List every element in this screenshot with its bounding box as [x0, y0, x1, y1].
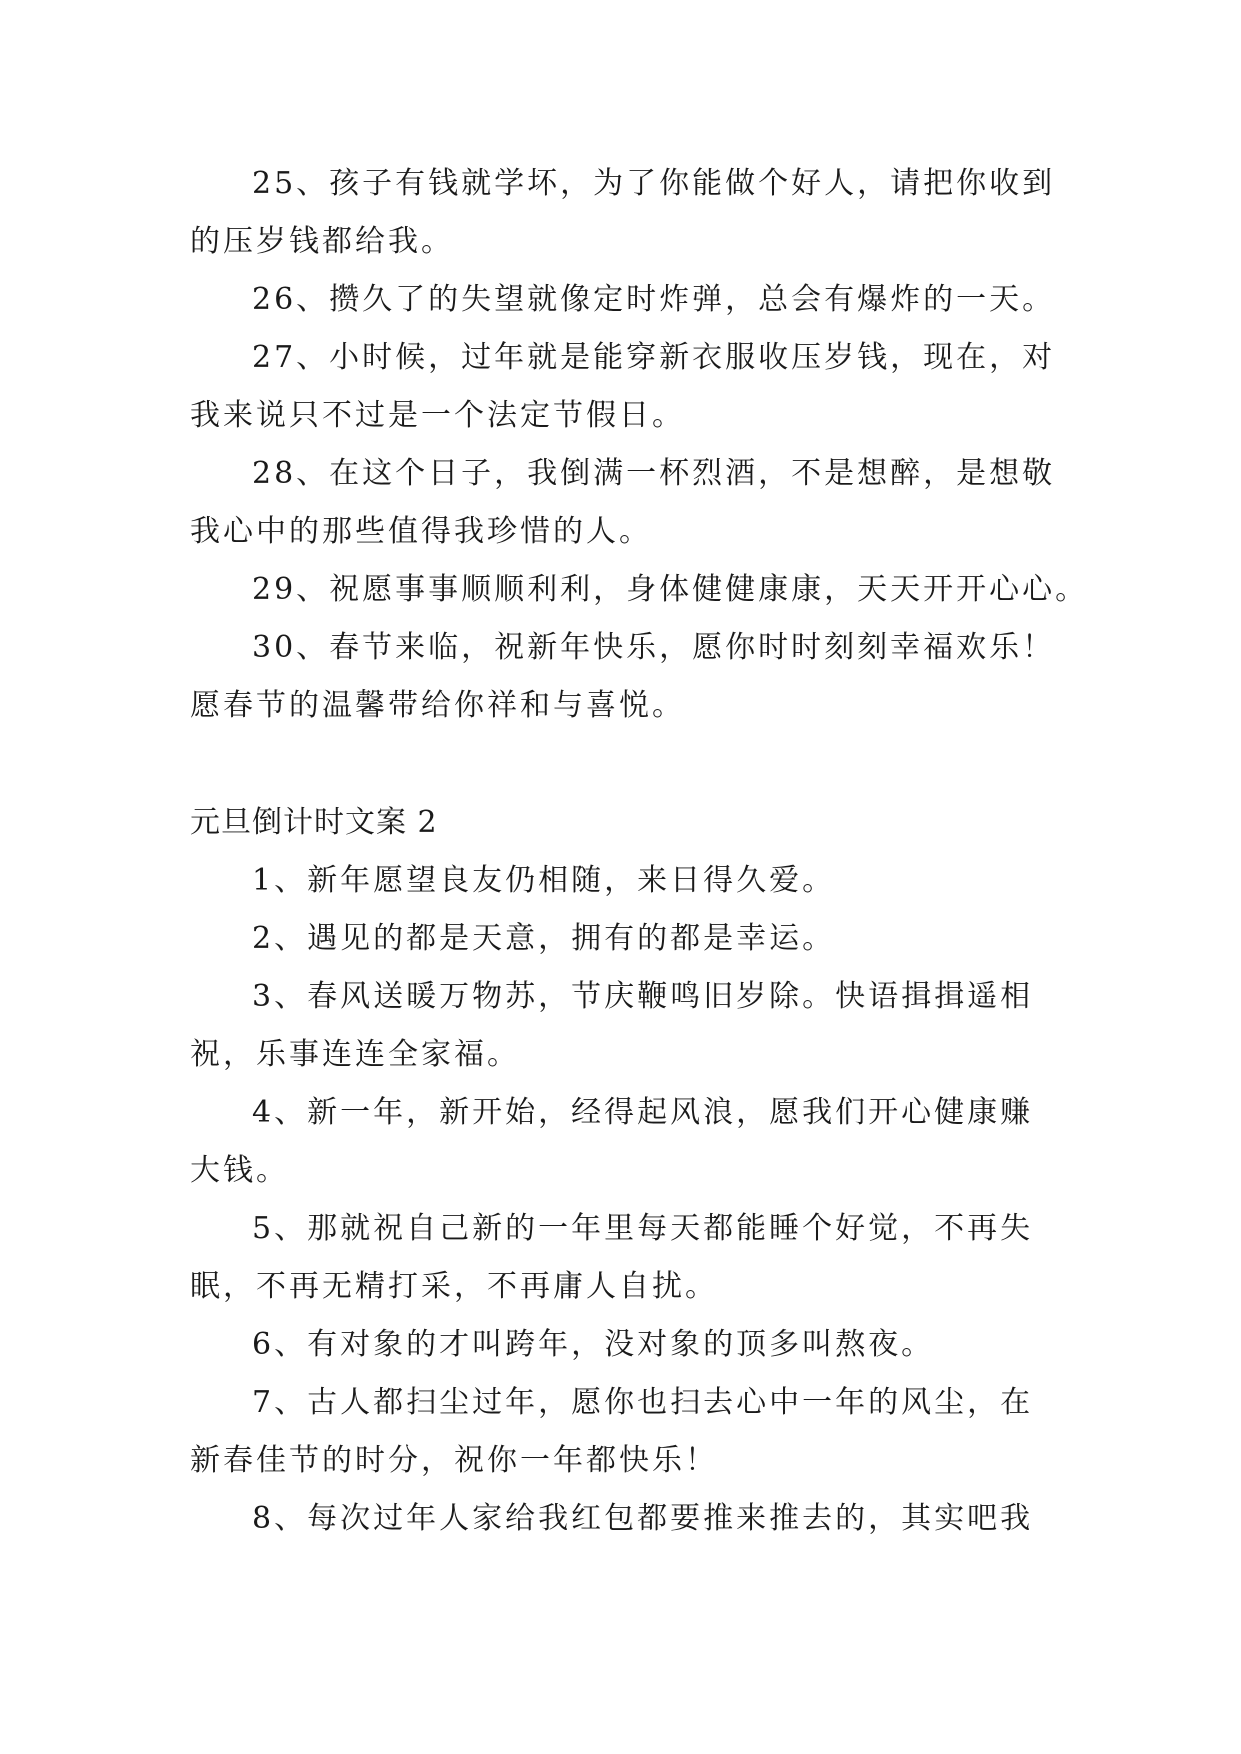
- list-item-26-line-1: 26、攒久了的失望就像定时炸弹，总会有爆炸的一天。: [252, 282, 1056, 317]
- list-item-30-line-2: 愿春节的温馨带给你祥和与喜悦。: [190, 688, 685, 723]
- list-item-8-line-1: 8、每次过年人家给我红包都要推来推去的，其实吧我: [252, 1501, 1034, 1536]
- list-item-5-line-1: 5、那就祝自己新的一年里每天都能睡个好觉，不再失: [252, 1211, 1034, 1246]
- list-item-6-line-1: 6、有对象的才叫跨年，没对象的顶多叫熬夜。: [252, 1327, 935, 1362]
- list-item-3-line-1: 3、春风送暖万物苏，节庆鞭鸣旧岁除。快语揖揖遥相: [252, 979, 1034, 1014]
- list-item-7-line-1: 7、古人都扫尘过年，愿你也扫去心中一年的风尘，在: [252, 1385, 1034, 1420]
- list-item-4-line-1: 4、新一年，新开始，经得起风浪，愿我们开心健康赚: [252, 1095, 1034, 1130]
- list-item-4-line-2: 大钱。: [190, 1153, 289, 1188]
- list-item-3-line-2: 祝，乐事连连全家福。: [190, 1037, 520, 1072]
- list-item-29-line-1: 29、祝愿事事顺顺利利，身体健健康康，天天开开心心。: [252, 572, 1089, 607]
- section-heading: 元旦倒计时文案 2: [190, 805, 438, 840]
- list-item-27-line-1: 27、小时候，过年就是能穿新衣服收压岁钱，现在，对: [252, 340, 1056, 375]
- list-item-25-line-2: 的压岁钱都给我。: [190, 224, 454, 259]
- list-item-25-line-1: 25、孩子有钱就学坏，为了你能做个好人，请把你收到: [252, 166, 1056, 201]
- list-item-27-line-2: 我来说只不过是一个法定节假日。: [190, 398, 685, 433]
- list-item-7-line-2: 新春佳节的时分，祝你一年都快乐！: [190, 1443, 718, 1478]
- list-item-5-line-2: 眠，不再无精打采，不再庸人自扰。: [190, 1269, 718, 1304]
- list-item-28-line-1: 28、在这个日子，我倒满一杯烈酒，不是想醉，是想敬: [252, 456, 1056, 491]
- list-item-2-line-1: 2、遇见的都是天意，拥有的都是幸运。: [252, 921, 836, 956]
- list-item-28-line-2: 我心中的那些值得我珍惜的人。: [190, 514, 652, 549]
- list-item-30-line-1: 30、春节来临，祝新年快乐，愿你时时刻刻幸福欢乐！: [252, 630, 1056, 665]
- list-item-1-line-1: 1、新年愿望良友仍相随，来日得久爱。: [252, 863, 836, 898]
